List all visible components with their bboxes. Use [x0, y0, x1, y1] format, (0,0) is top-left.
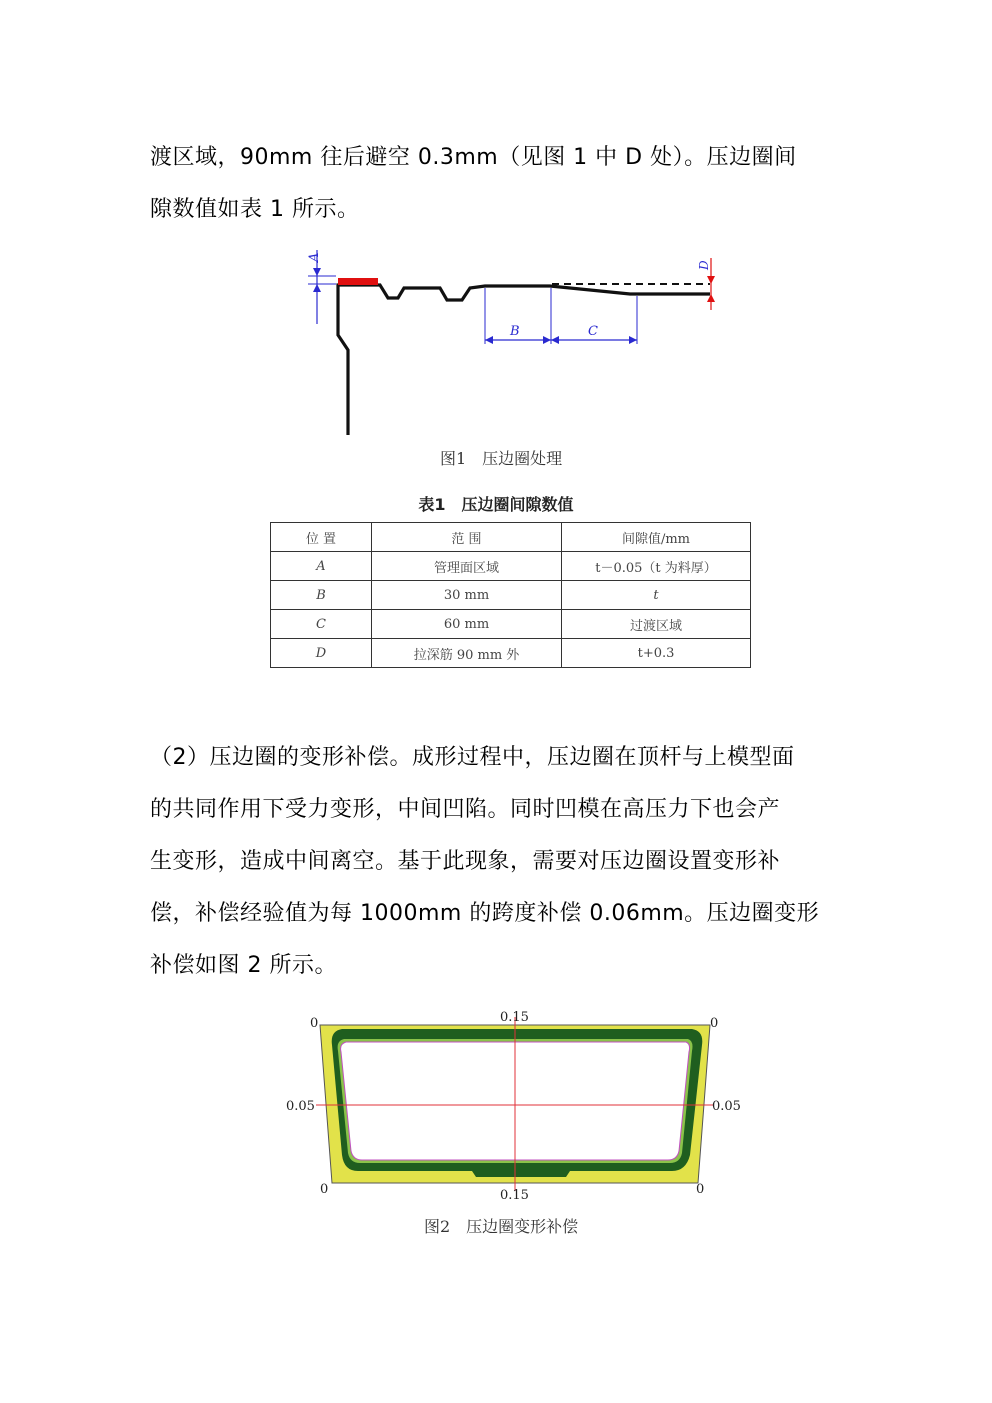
- cell-range: 30 mm: [372, 581, 562, 610]
- table-1-title: 表1 压边圈间隙数值: [418, 495, 574, 514]
- cell-range: 管理面区域: [372, 552, 562, 581]
- cell-position: A: [271, 552, 372, 581]
- header-gap: 间隙值/mm: [562, 523, 751, 552]
- cell-position: B: [271, 581, 372, 610]
- cell-gap: 过渡区域: [562, 610, 751, 639]
- figure-1-caption: 图1 压边圈处理: [440, 449, 563, 468]
- cell-gap: t+0.3: [562, 639, 751, 668]
- text-line: 生变形，造成中间离空。基于此现象，需要对压边圈设置变形补: [150, 849, 781, 874]
- text-line: 偿，补偿经验值为每 1000mm 的跨度补偿 0.06mm。压边圈变形: [150, 901, 820, 926]
- header-position: 位 置: [271, 523, 372, 552]
- cell-position: D: [271, 639, 372, 668]
- text-line: 渡区域，90mm 往后避空 0.3mm（见图 1 中 D 处）。压边圈间: [150, 145, 797, 170]
- label-b: B: [510, 324, 520, 339]
- cell-range: 60 mm: [372, 610, 562, 639]
- label-mid-right: 0.05: [712, 1099, 741, 1114]
- text-line: 补偿如图 2 所示。: [150, 953, 337, 978]
- header-range: 范 围: [372, 523, 562, 552]
- label-top-right: 0: [710, 1016, 719, 1031]
- text-line: 隙数值如表 1 所示。: [150, 197, 360, 222]
- label-d: D: [697, 260, 711, 270]
- table-row: [271, 639, 751, 668]
- text-line: （2）压边圈的变形补偿。成形过程中，压边圈在顶杆与上模型面: [150, 745, 795, 770]
- figure-1-binder-profile: [300, 240, 730, 440]
- cell-position: C: [271, 610, 372, 639]
- table-row: [271, 610, 751, 639]
- body-paragraph-2: [150, 732, 850, 992]
- label-mid-left: 0.05: [286, 1099, 315, 1114]
- cell-range: 拉深筋 90 mm 外: [372, 639, 562, 668]
- figure-2-compensation-map: [280, 1005, 750, 1205]
- table-row: [271, 552, 751, 581]
- cell-gap: t: [562, 581, 751, 610]
- figure-2-caption: 图2 压边圈变形补偿: [424, 1217, 579, 1236]
- gap-table: [270, 522, 751, 668]
- label-bottom-center: 0.15: [500, 1188, 529, 1203]
- label-bottom-right: 0: [696, 1182, 705, 1197]
- table-row: [271, 581, 751, 610]
- body-paragraph-1: [150, 132, 850, 236]
- text-line: 的共同作用下受力变形，中间凹陷。同时凹模在高压力下也会产: [150, 797, 781, 822]
- table-header-row: [271, 523, 751, 552]
- cell-gap: t－0.05（t 为料厚）: [562, 552, 751, 581]
- label-bottom-left: 0: [320, 1182, 329, 1197]
- label-a: A: [307, 252, 322, 262]
- label-top-center: 0.15: [500, 1010, 529, 1025]
- label-c: C: [588, 324, 598, 339]
- label-top-left: 0: [310, 1016, 319, 1031]
